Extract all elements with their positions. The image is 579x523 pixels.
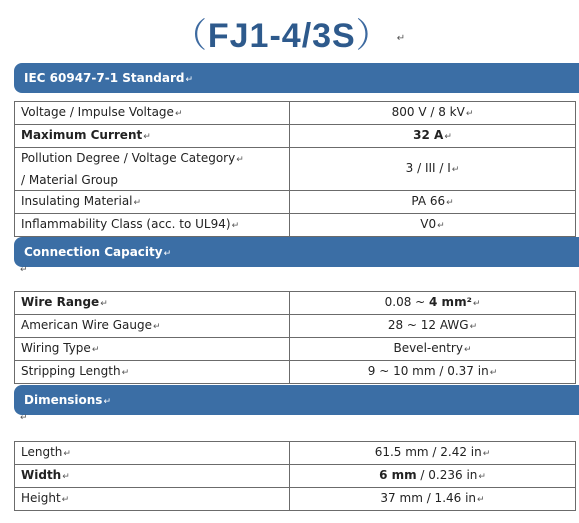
paragraph-mark: ↵ [103,397,111,407]
spec-value: 28 ~ 12 AWG↵ [290,315,576,338]
paragraph-mark: ↵ [20,413,28,423]
spec-value: 0.08 ~ 4 mm²↵ [290,292,576,315]
section-heading-text: IEC 60947-7-1 Standard [24,71,185,85]
spec-value: V0↵ [290,214,576,237]
spec-key: Length↵ [15,442,290,465]
table-row [15,191,576,214]
section-header-connection [14,237,579,267]
spec-key: American Wire Gauge↵ [15,315,290,338]
spec-table-standard [14,101,576,237]
paragraph-mark: ↵ [396,32,407,44]
table-row [15,214,576,237]
section-header-standard [14,63,579,93]
table-row [15,125,576,148]
spec-key: Maximum Current↵ [15,125,290,148]
title-close-paren: ） [355,17,391,55]
title-text: FJ1-4/3S [207,17,356,55]
spec-key: Width↵ [15,465,290,488]
spec-value: 37 mm / 1.46 in↵ [290,488,576,511]
table-row [15,315,576,338]
title-open-paren: （ [172,17,208,55]
section-heading-text: Connection Capacity [24,245,163,259]
spec-value: Bevel-entry↵ [290,338,576,361]
section-header-dimensions [14,385,579,415]
spec-value: 61.5 mm / 2.42 in↵ [290,442,576,465]
spec-key: Stripping Length↵ [15,361,290,384]
paragraph-mark: ↵ [163,249,172,259]
spec-value: 800 V / 8 kV↵ [290,102,576,125]
section-heading-text: Dimensions [24,393,103,407]
spec-key: Wire Range↵ [15,292,290,315]
spec-table-connection [14,291,576,384]
spec-value: 6 mm / 0.236 in↵ [290,465,576,488]
table-row [15,488,576,511]
table-row [15,148,576,191]
spec-key: Pollution Degree / Voltage Category↵ / Material Group [15,148,290,191]
spec-value: 3 / III / I↵ [290,148,576,191]
paragraph-mark: ↵ [20,265,28,275]
table-row [15,361,576,384]
spec-table-dimensions [14,441,576,511]
spec-key: Insulating Material↵ [15,191,290,214]
spec-value: PA 66↵ [290,191,576,214]
spec-value: 32 A↵ [290,125,576,148]
table-row [15,102,576,125]
table-row [15,292,576,315]
spec-key: Wiring Type↵ [15,338,290,361]
spec-key: Inflammability Class (acc. to UL94)↵ [15,214,290,237]
page-title [0,8,579,57]
table-row [15,338,576,361]
spec-key: Voltage / Impulse Voltage↵ [15,102,290,125]
table-row [15,465,576,488]
spec-key: Height↵ [15,488,290,511]
paragraph-mark: ↵ [185,75,193,85]
table-row [15,442,576,465]
spec-value: 9 ~ 10 mm / 0.37 in↵ [290,361,576,384]
